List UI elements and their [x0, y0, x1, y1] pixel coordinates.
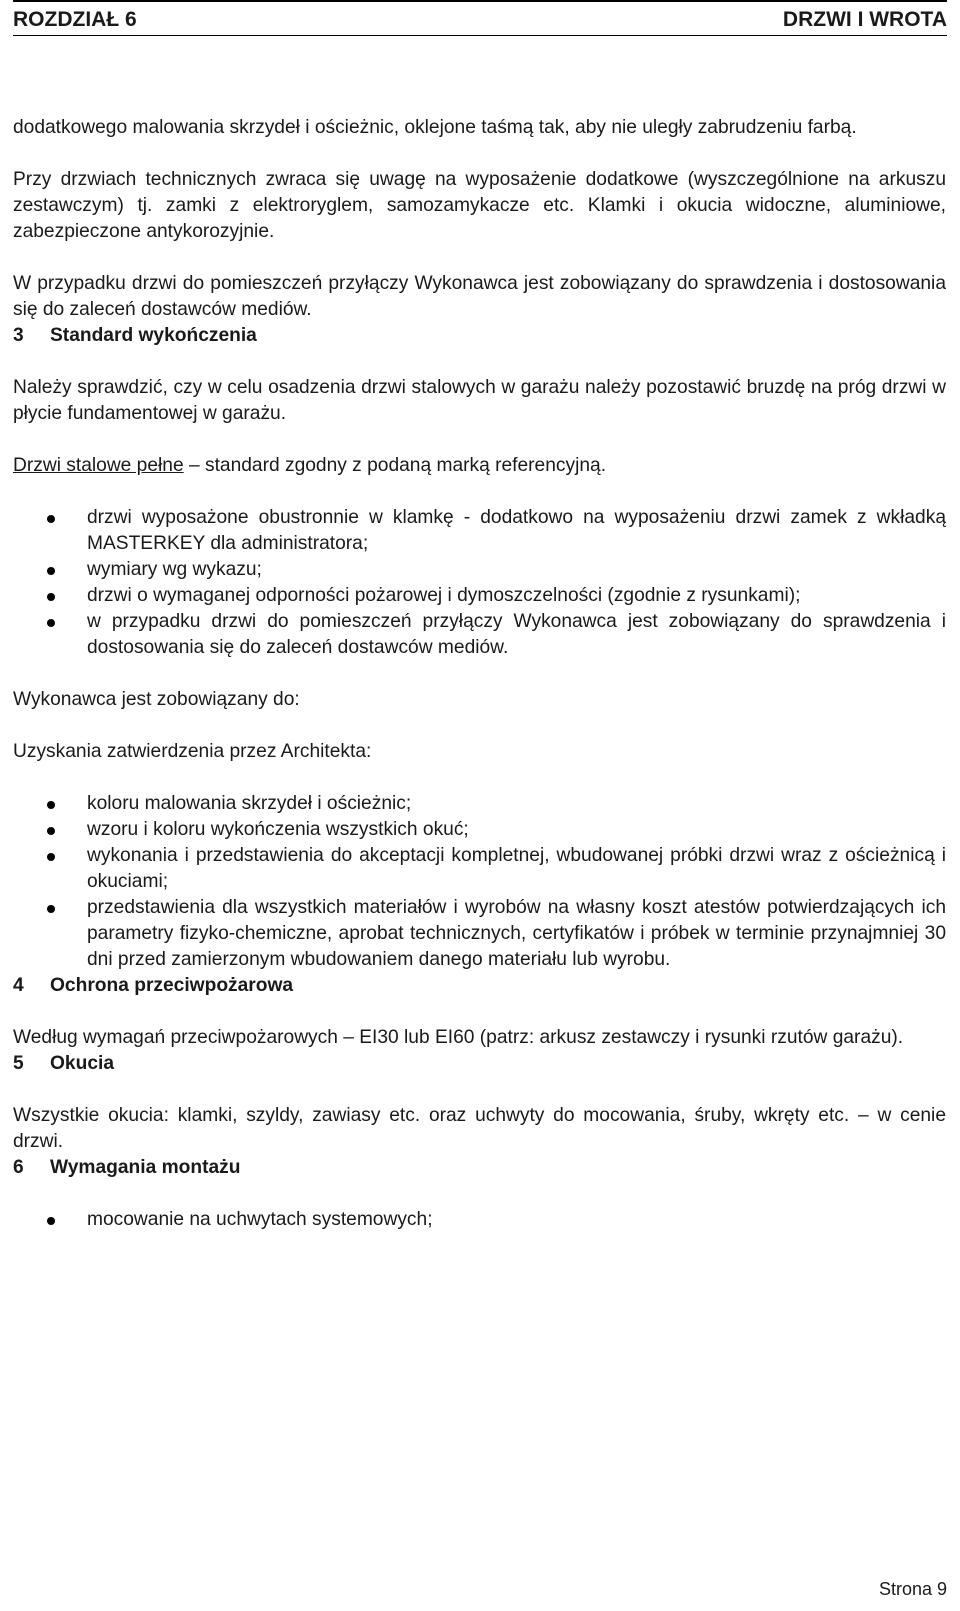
list-item-text: wymiary wg wykazu; [87, 559, 262, 580]
underlined-term: Drzwi stalowe pełne [13, 455, 184, 476]
bullet-icon [47, 827, 55, 835]
paragraph: Należy sprawdzić, czy w celu osadzenia drzwi stalowych w garażu należy pozostawić bruzdę na próg drzwi w płycie fundamentowej w garażu. [13, 377, 946, 424]
list-item [13, 1207, 946, 1233]
list-item [13, 843, 946, 895]
list-item-text: drzwi o wymaganej odporności pożarowej i dymoszczelności (zgodnie z rysunkami); [87, 585, 801, 606]
list-item [13, 505, 946, 557]
list-item-text: drzwi wyposażone obustronnie w klamkę - dodatkowo na wyposażeniu drzwi zamek z wkładką MASTERKEY dla administratora; [87, 507, 946, 554]
section-number: 5 [13, 1053, 24, 1074]
bullet-icon [47, 905, 55, 913]
paragraph: Uzyskania zatwierdzenia przez Architekta: [13, 741, 372, 762]
section-number: 6 [13, 1157, 24, 1178]
section-number: 3 [13, 325, 24, 346]
section-title: Wymagania montażu [50, 1157, 241, 1178]
list-item-text: w przypadku drzwi do pomieszczeń przyłączy Wykonawca jest zobowiązany do sprawdzenia i dostosowania się do zaleceń dostawców mediów. [87, 611, 946, 658]
bullet-icon [47, 515, 55, 523]
list-item-text: wzoru i koloru wykończenia wszystkich okuć; [87, 819, 469, 840]
list-item-text: wykonania i przedstawienia do akceptacji kompletnej, wbudowanej próbki drzwi wraz z ościeżnicą i okuciami; [87, 845, 946, 892]
chapter-label: ROZDZIAŁ 6 [13, 8, 137, 31]
paragraph: W przypadku drzwi do pomieszczeń przyłączy Wykonawca jest zobowiązany do sprawdzenia i dostosowania się do zaleceń dostawców mediów. [13, 273, 946, 320]
list-item [13, 817, 946, 843]
paragraph: Według wymagań przeciwpożarowych – EI30 lub EI60 (patrz: arkusz zestawczy i rysunki rzutów garażu). [13, 1027, 904, 1048]
section-heading-3 [13, 323, 946, 349]
bullet-icon [47, 1217, 55, 1225]
section-title: Standard wykończenia [50, 325, 257, 346]
section-heading-6 [13, 1155, 946, 1181]
paragraph: Przy drzwiach technicznych zwraca się uwagę na wyposażenie dodatkowe (wyszczególnione na arkuszu zestawczym) tj. zamki z elektroryglem, samozamykacze etc. Klamki i okucia widoczne, aluminiowe, zabezpieczone antykorozyjnie. [13, 169, 946, 242]
paragraph [13, 453, 946, 479]
section-number: 4 [13, 975, 24, 996]
page-header [13, 0, 947, 36]
list-item-text: przedstawienia dla wszystkich materiałów i wyrobów na własny koszt atestów potwierdzających ich parametry fizyko-chemiczne, aprobat technicznych, certyfikatów i próbek w terminie przynajmniej 30 dni przed zamierzonym wbudowaniem danego materiału lub wyrobu. [87, 897, 946, 970]
bullet-icon [47, 593, 55, 601]
bullet-icon [47, 619, 55, 627]
page-content [13, 115, 946, 1233]
section-heading-4 [13, 973, 946, 999]
list-item [13, 583, 946, 609]
list-item-text: koloru malowania skrzydeł i ościeżnic; [87, 793, 412, 814]
paragraph-rest: – standard zgodny z podaną marką referencyjną. [183, 455, 607, 476]
list-item [13, 895, 946, 973]
section-heading-5 [13, 1051, 946, 1077]
bullet-icon [47, 801, 55, 809]
list-item-text: mocowanie na uchwytach systemowych; [87, 1209, 433, 1230]
bullet-list-standard [13, 505, 946, 661]
page-number: Strona 9 [878, 1579, 947, 1599]
bullet-icon [47, 567, 55, 575]
paragraph: Wykonawca jest zobowiązany do: [13, 689, 300, 710]
list-item [13, 791, 946, 817]
chapter-title: DRZWI I WROTA [782, 8, 947, 31]
list-item [13, 609, 946, 661]
list-item [13, 557, 946, 583]
bullet-icon [47, 853, 55, 861]
bullet-list-mounting [13, 1207, 946, 1233]
paragraph: dodatkowego malowania skrzydeł i ościeżnic, oklejone taśmą tak, aby nie uległy zabrudzeniu farbą. [13, 117, 857, 138]
bullet-list-approval [13, 791, 946, 973]
section-title: Okucia [50, 1053, 114, 1074]
section-title: Ochrona przeciwpożarowa [50, 975, 294, 996]
paragraph: Wszystkie okucia: klamki, szyldy, zawiasy etc. oraz uchwyty do mocowania, śruby, wkręty etc. – w cenie drzwi. [13, 1105, 946, 1152]
